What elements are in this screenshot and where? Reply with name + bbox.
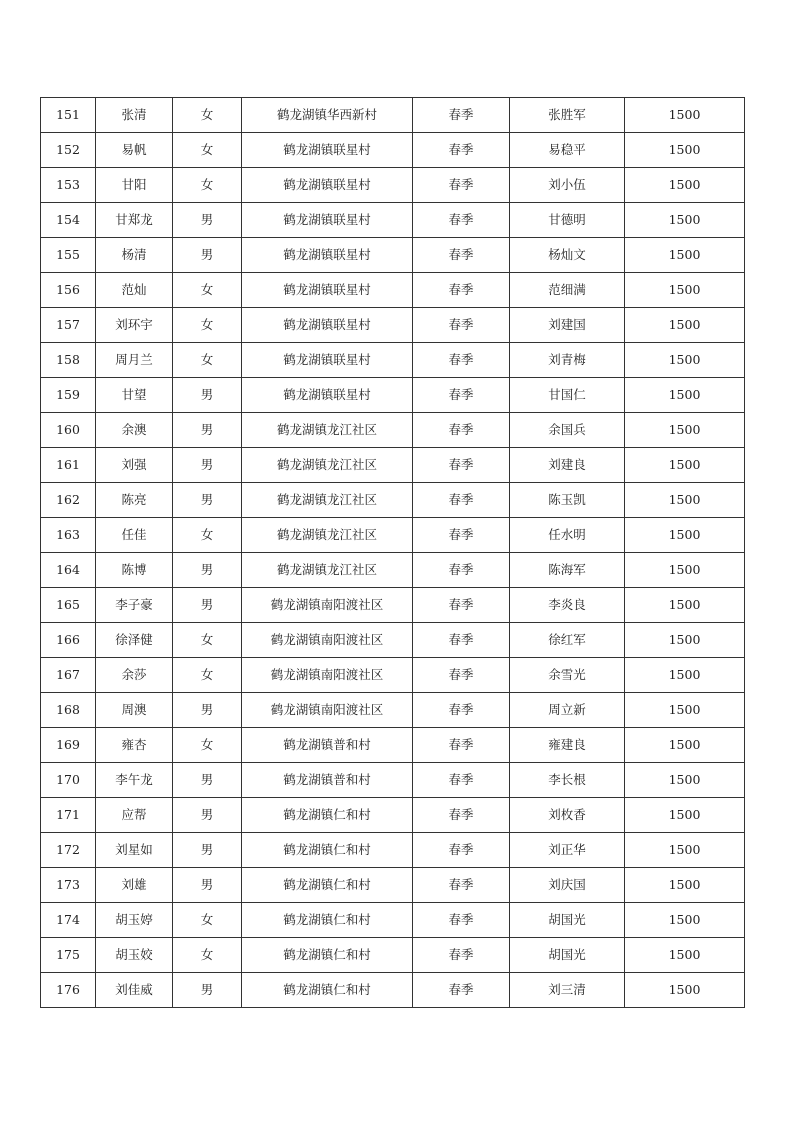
- address-cell: 鹤龙湖镇龙江社区: [242, 483, 413, 518]
- student-name-cell: 周月兰: [96, 343, 173, 378]
- season-cell: 春季: [413, 133, 510, 168]
- table-row: [41, 798, 745, 833]
- guardian-name-cell: 周立新: [510, 693, 625, 728]
- gender-cell: 女: [173, 728, 242, 763]
- season-cell: 春季: [413, 553, 510, 588]
- amount-cell: 1500: [625, 238, 745, 273]
- address-cell: 鹤龙湖镇南阳渡社区: [242, 658, 413, 693]
- season-cell: 春季: [413, 763, 510, 798]
- student-name-cell: 应帮: [96, 798, 173, 833]
- amount-cell: 1500: [625, 728, 745, 763]
- guardian-name-cell: 张胜军: [510, 98, 625, 133]
- roster-table-body: [41, 98, 745, 1008]
- season-cell: 春季: [413, 973, 510, 1008]
- address-cell: 鹤龙湖镇联星村: [242, 273, 413, 308]
- student-name-cell: 胡玉姣: [96, 938, 173, 973]
- row-number-cell: 167: [41, 658, 96, 693]
- season-cell: 春季: [413, 833, 510, 868]
- table-row: [41, 938, 745, 973]
- row-number-cell: 156: [41, 273, 96, 308]
- season-cell: 春季: [413, 308, 510, 343]
- guardian-name-cell: 陈海军: [510, 553, 625, 588]
- student-name-cell: 雍杏: [96, 728, 173, 763]
- student-name-cell: 范灿: [96, 273, 173, 308]
- amount-cell: 1500: [625, 798, 745, 833]
- address-cell: 鹤龙湖镇南阳渡社区: [242, 588, 413, 623]
- row-number-cell: 169: [41, 728, 96, 763]
- row-number-cell: 153: [41, 168, 96, 203]
- table-row: [41, 693, 745, 728]
- gender-cell: 女: [173, 308, 242, 343]
- table-row: [41, 378, 745, 413]
- table-row: [41, 623, 745, 658]
- amount-cell: 1500: [625, 308, 745, 343]
- guardian-name-cell: 范细满: [510, 273, 625, 308]
- address-cell: 鹤龙湖镇联星村: [242, 133, 413, 168]
- amount-cell: 1500: [625, 378, 745, 413]
- address-cell: 鹤龙湖镇联星村: [242, 343, 413, 378]
- student-name-cell: 余莎: [96, 658, 173, 693]
- address-cell: 鹤龙湖镇联星村: [242, 168, 413, 203]
- address-cell: 鹤龙湖镇南阳渡社区: [242, 693, 413, 728]
- student-name-cell: 周澳: [96, 693, 173, 728]
- season-cell: 春季: [413, 273, 510, 308]
- address-cell: 鹤龙湖镇仁和村: [242, 868, 413, 903]
- student-name-cell: 杨清: [96, 238, 173, 273]
- row-number-cell: 157: [41, 308, 96, 343]
- row-number-cell: 155: [41, 238, 96, 273]
- student-name-cell: 任佳: [96, 518, 173, 553]
- guardian-name-cell: 任水明: [510, 518, 625, 553]
- guardian-name-cell: 徐红军: [510, 623, 625, 658]
- gender-cell: 女: [173, 133, 242, 168]
- season-cell: 春季: [413, 483, 510, 518]
- guardian-name-cell: 雍建良: [510, 728, 625, 763]
- table-row: [41, 588, 745, 623]
- season-cell: 春季: [413, 203, 510, 238]
- amount-cell: 1500: [625, 133, 745, 168]
- amount-cell: 1500: [625, 658, 745, 693]
- gender-cell: 男: [173, 203, 242, 238]
- gender-cell: 男: [173, 483, 242, 518]
- row-number-cell: 162: [41, 483, 96, 518]
- season-cell: 春季: [413, 658, 510, 693]
- student-name-cell: 李子豪: [96, 588, 173, 623]
- table-row: [41, 658, 745, 693]
- gender-cell: 女: [173, 168, 242, 203]
- gender-cell: 男: [173, 868, 242, 903]
- season-cell: 春季: [413, 693, 510, 728]
- amount-cell: 1500: [625, 483, 745, 518]
- amount-cell: 1500: [625, 693, 745, 728]
- gender-cell: 女: [173, 98, 242, 133]
- address-cell: 鹤龙湖镇联星村: [242, 203, 413, 238]
- amount-cell: 1500: [625, 343, 745, 378]
- row-number-cell: 154: [41, 203, 96, 238]
- amount-cell: 1500: [625, 903, 745, 938]
- address-cell: 鹤龙湖镇仁和村: [242, 833, 413, 868]
- guardian-name-cell: 刘正华: [510, 833, 625, 868]
- student-name-cell: 李午龙: [96, 763, 173, 798]
- guardian-name-cell: 刘枚香: [510, 798, 625, 833]
- student-name-cell: 陈博: [96, 553, 173, 588]
- table-row: [41, 413, 745, 448]
- gender-cell: 男: [173, 553, 242, 588]
- gender-cell: 女: [173, 518, 242, 553]
- guardian-name-cell: 甘德明: [510, 203, 625, 238]
- amount-cell: 1500: [625, 518, 745, 553]
- season-cell: 春季: [413, 728, 510, 763]
- student-name-cell: 易帆: [96, 133, 173, 168]
- table-row: [41, 553, 745, 588]
- gender-cell: 女: [173, 343, 242, 378]
- gender-cell: 女: [173, 903, 242, 938]
- table-row: [41, 448, 745, 483]
- gender-cell: 男: [173, 763, 242, 798]
- season-cell: 春季: [413, 98, 510, 133]
- row-number-cell: 161: [41, 448, 96, 483]
- address-cell: 鹤龙湖镇仁和村: [242, 973, 413, 1008]
- amount-cell: 1500: [625, 203, 745, 238]
- row-number-cell: 160: [41, 413, 96, 448]
- student-name-cell: 刘星如: [96, 833, 173, 868]
- table-row: [41, 273, 745, 308]
- gender-cell: 女: [173, 938, 242, 973]
- address-cell: 鹤龙湖镇南阳渡社区: [242, 623, 413, 658]
- address-cell: 鹤龙湖镇龙江社区: [242, 553, 413, 588]
- address-cell: 鹤龙湖镇联星村: [242, 378, 413, 413]
- season-cell: 春季: [413, 938, 510, 973]
- row-number-cell: 176: [41, 973, 96, 1008]
- address-cell: 鹤龙湖镇龙江社区: [242, 413, 413, 448]
- gender-cell: 男: [173, 693, 242, 728]
- address-cell: 鹤龙湖镇仁和村: [242, 798, 413, 833]
- gender-cell: 女: [173, 623, 242, 658]
- table-row: [41, 833, 745, 868]
- table-row: [41, 763, 745, 798]
- gender-cell: 男: [173, 798, 242, 833]
- address-cell: 鹤龙湖镇龙江社区: [242, 518, 413, 553]
- row-number-cell: 172: [41, 833, 96, 868]
- student-name-cell: 张清: [96, 98, 173, 133]
- student-name-cell: 刘环宇: [96, 308, 173, 343]
- table-row: [41, 973, 745, 1008]
- season-cell: 春季: [413, 413, 510, 448]
- table-row: [41, 868, 745, 903]
- table-row: [41, 133, 745, 168]
- amount-cell: 1500: [625, 413, 745, 448]
- amount-cell: 1500: [625, 938, 745, 973]
- student-name-cell: 徐泽健: [96, 623, 173, 658]
- table-row: [41, 728, 745, 763]
- row-number-cell: 170: [41, 763, 96, 798]
- guardian-name-cell: 易稳平: [510, 133, 625, 168]
- guardian-name-cell: 刘庆国: [510, 868, 625, 903]
- gender-cell: 男: [173, 413, 242, 448]
- row-number-cell: 159: [41, 378, 96, 413]
- table-row: [41, 903, 745, 938]
- amount-cell: 1500: [625, 868, 745, 903]
- gender-cell: 男: [173, 238, 242, 273]
- amount-cell: 1500: [625, 98, 745, 133]
- season-cell: 春季: [413, 168, 510, 203]
- guardian-name-cell: 刘建良: [510, 448, 625, 483]
- address-cell: 鹤龙湖镇仁和村: [242, 938, 413, 973]
- row-number-cell: 173: [41, 868, 96, 903]
- row-number-cell: 164: [41, 553, 96, 588]
- amount-cell: 1500: [625, 763, 745, 798]
- student-name-cell: 甘郑龙: [96, 203, 173, 238]
- table-row: [41, 238, 745, 273]
- guardian-name-cell: 胡国光: [510, 903, 625, 938]
- gender-cell: 男: [173, 833, 242, 868]
- row-number-cell: 151: [41, 98, 96, 133]
- season-cell: 春季: [413, 623, 510, 658]
- season-cell: 春季: [413, 798, 510, 833]
- gender-cell: 男: [173, 973, 242, 1008]
- table-row: [41, 308, 745, 343]
- student-name-cell: 刘雄: [96, 868, 173, 903]
- guardian-name-cell: 刘三清: [510, 973, 625, 1008]
- season-cell: 春季: [413, 448, 510, 483]
- address-cell: 鹤龙湖镇普和村: [242, 728, 413, 763]
- amount-cell: 1500: [625, 588, 745, 623]
- amount-cell: 1500: [625, 273, 745, 308]
- guardian-name-cell: 甘国仁: [510, 378, 625, 413]
- season-cell: 春季: [413, 238, 510, 273]
- student-name-cell: 余澳: [96, 413, 173, 448]
- season-cell: 春季: [413, 903, 510, 938]
- row-number-cell: 174: [41, 903, 96, 938]
- table-row: [41, 483, 745, 518]
- amount-cell: 1500: [625, 833, 745, 868]
- table-row: [41, 518, 745, 553]
- row-number-cell: 165: [41, 588, 96, 623]
- season-cell: 春季: [413, 518, 510, 553]
- address-cell: 鹤龙湖镇华西新村: [242, 98, 413, 133]
- amount-cell: 1500: [625, 168, 745, 203]
- table-row: [41, 203, 745, 238]
- row-number-cell: 163: [41, 518, 96, 553]
- student-name-cell: 胡玉婷: [96, 903, 173, 938]
- amount-cell: 1500: [625, 553, 745, 588]
- season-cell: 春季: [413, 588, 510, 623]
- address-cell: 鹤龙湖镇龙江社区: [242, 448, 413, 483]
- season-cell: 春季: [413, 868, 510, 903]
- row-number-cell: 168: [41, 693, 96, 728]
- amount-cell: 1500: [625, 973, 745, 1008]
- table-row: [41, 343, 745, 378]
- gender-cell: 男: [173, 448, 242, 483]
- guardian-name-cell: 刘小伍: [510, 168, 625, 203]
- guardian-name-cell: 李炎良: [510, 588, 625, 623]
- guardian-name-cell: 陈玉凯: [510, 483, 625, 518]
- row-number-cell: 166: [41, 623, 96, 658]
- guardian-name-cell: 胡国光: [510, 938, 625, 973]
- student-name-cell: 甘阳: [96, 168, 173, 203]
- student-name-cell: 甘望: [96, 378, 173, 413]
- roster-table: [40, 97, 745, 1008]
- guardian-name-cell: 李长根: [510, 763, 625, 798]
- amount-cell: 1500: [625, 448, 745, 483]
- table-row: [41, 98, 745, 133]
- row-number-cell: 171: [41, 798, 96, 833]
- address-cell: 鹤龙湖镇联星村: [242, 308, 413, 343]
- table-row: [41, 168, 745, 203]
- gender-cell: 男: [173, 378, 242, 413]
- row-number-cell: 175: [41, 938, 96, 973]
- amount-cell: 1500: [625, 623, 745, 658]
- guardian-name-cell: 刘建国: [510, 308, 625, 343]
- student-name-cell: 刘强: [96, 448, 173, 483]
- student-name-cell: 陈亮: [96, 483, 173, 518]
- address-cell: 鹤龙湖镇普和村: [242, 763, 413, 798]
- gender-cell: 女: [173, 658, 242, 693]
- season-cell: 春季: [413, 343, 510, 378]
- season-cell: 春季: [413, 378, 510, 413]
- guardian-name-cell: 余国兵: [510, 413, 625, 448]
- guardian-name-cell: 刘青梅: [510, 343, 625, 378]
- gender-cell: 男: [173, 588, 242, 623]
- row-number-cell: 152: [41, 133, 96, 168]
- guardian-name-cell: 余雪光: [510, 658, 625, 693]
- guardian-name-cell: 杨灿文: [510, 238, 625, 273]
- address-cell: 鹤龙湖镇仁和村: [242, 903, 413, 938]
- gender-cell: 女: [173, 273, 242, 308]
- student-name-cell: 刘佳威: [96, 973, 173, 1008]
- address-cell: 鹤龙湖镇联星村: [242, 238, 413, 273]
- row-number-cell: 158: [41, 343, 96, 378]
